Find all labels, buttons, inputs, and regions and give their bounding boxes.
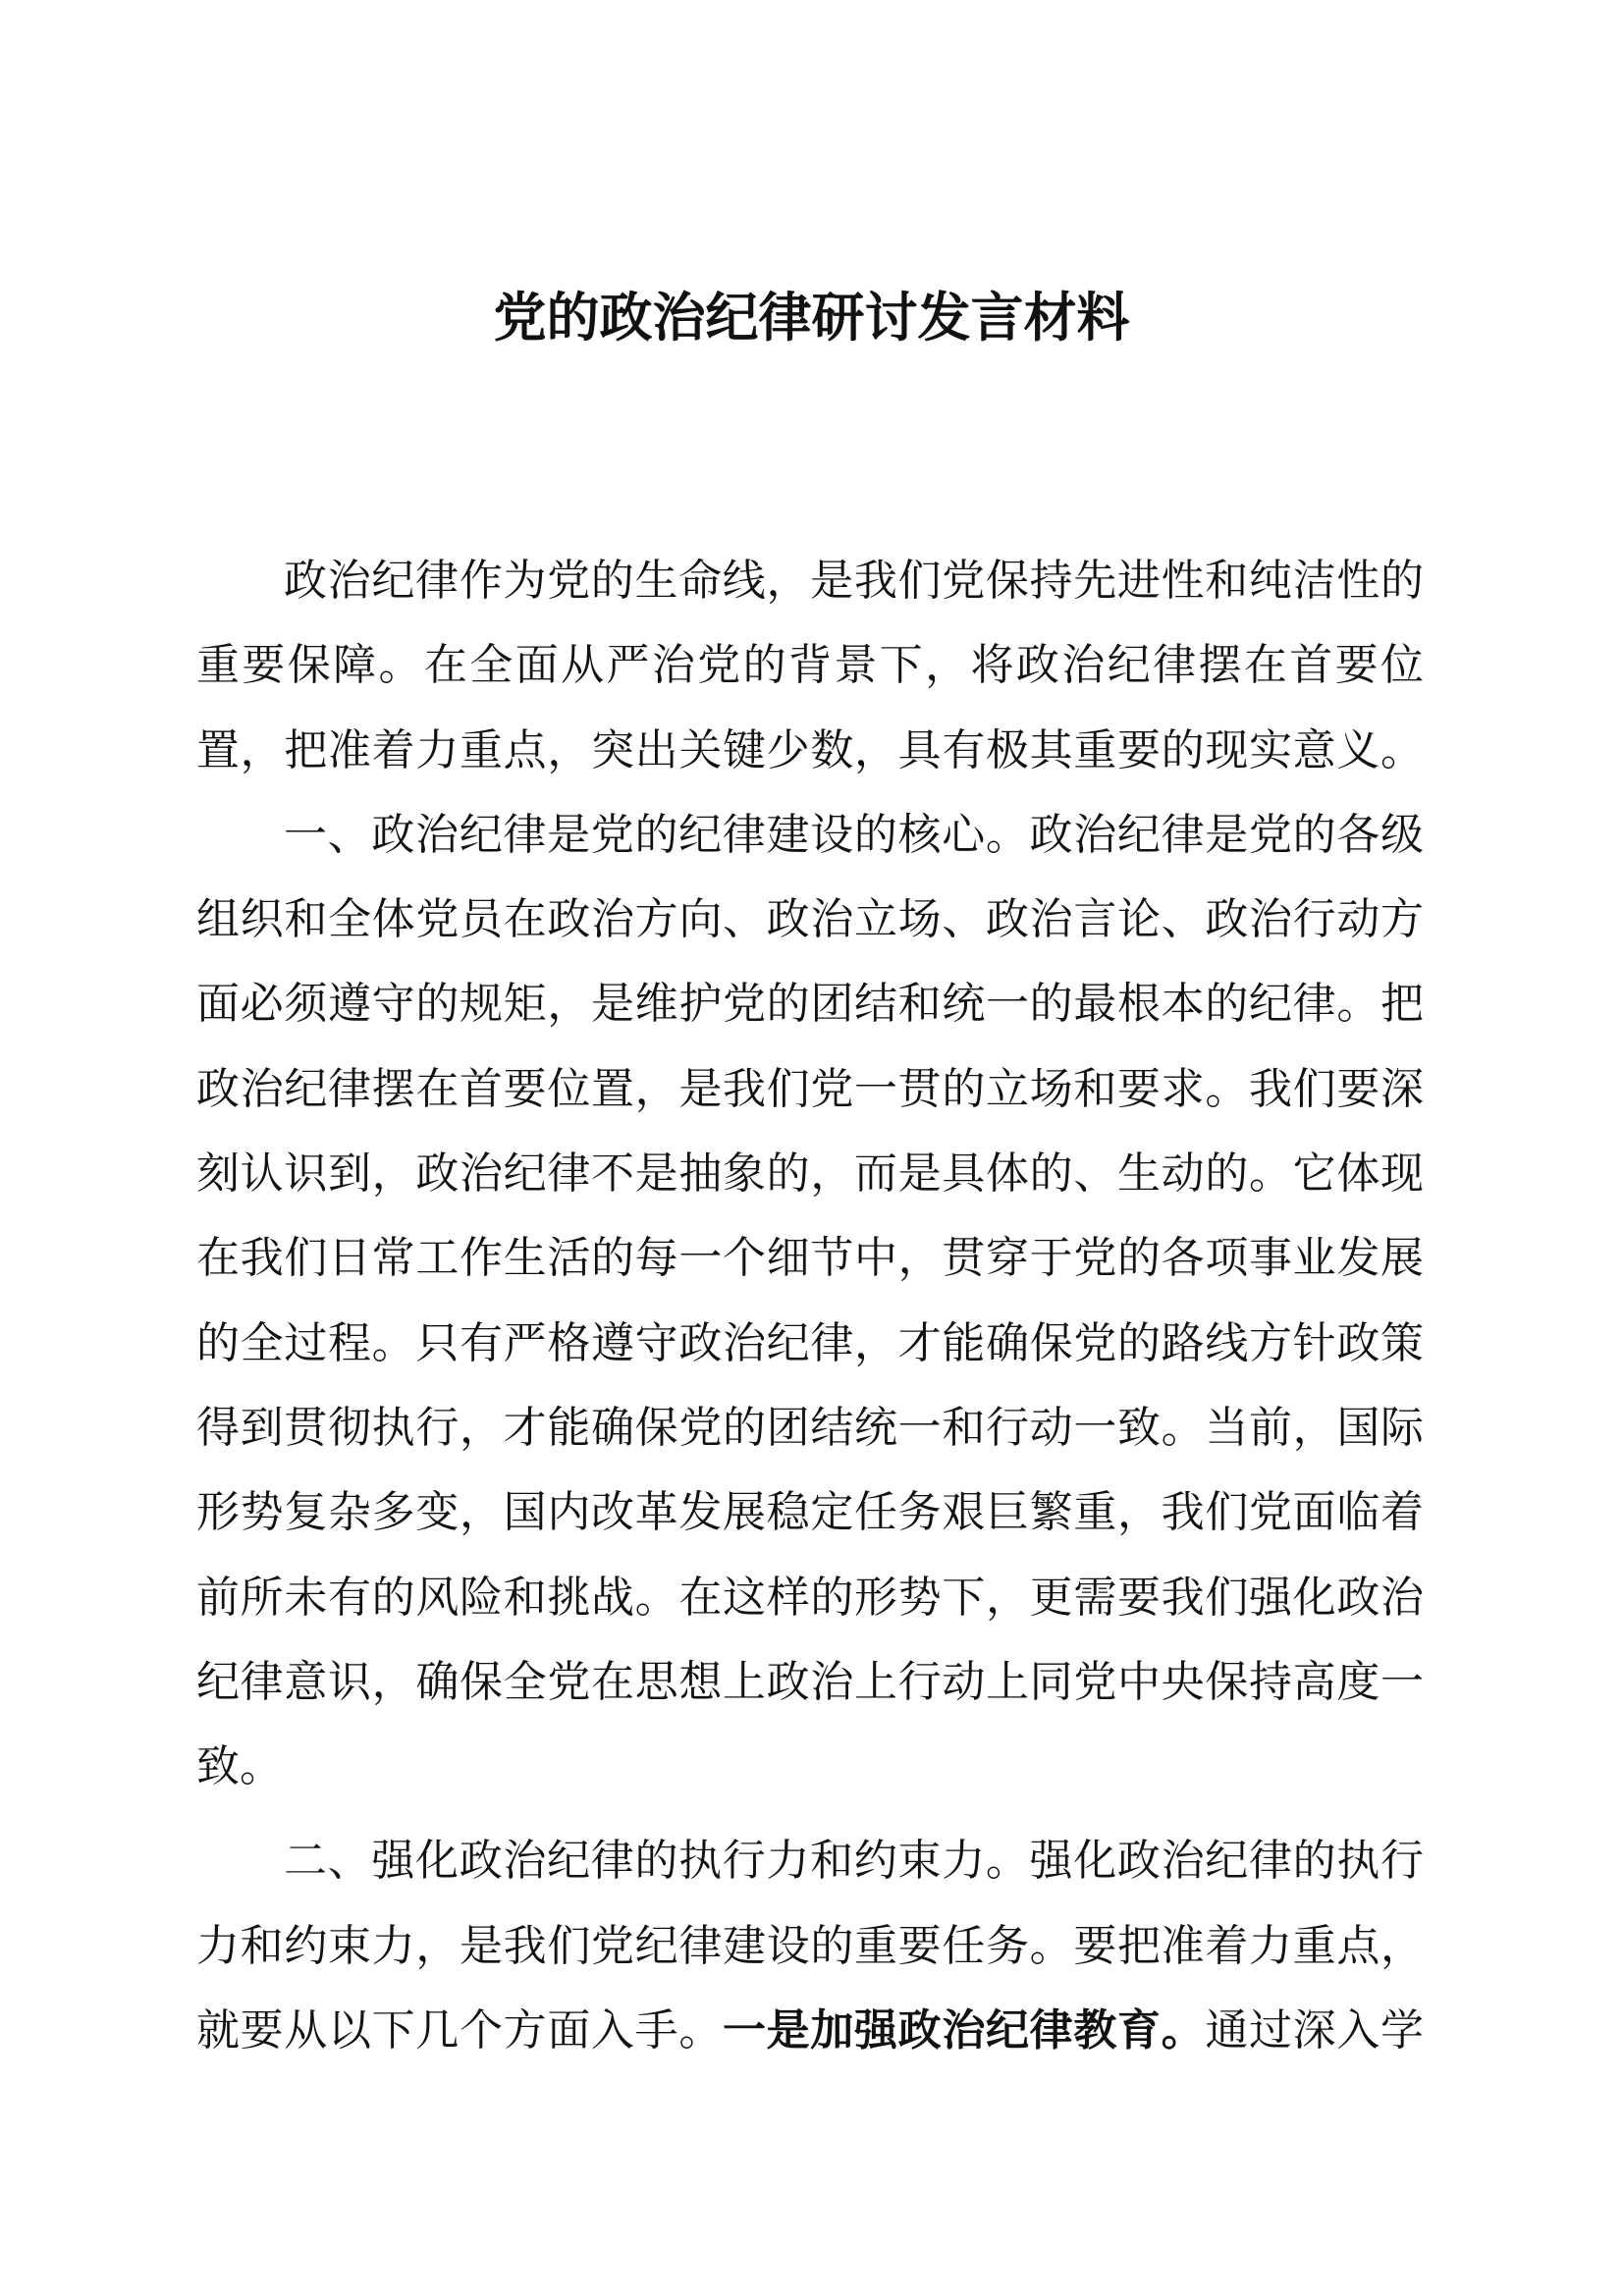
text-run: 通过深入学 [1205, 2005, 1425, 2056]
text-line [196, 1989, 1424, 2073]
text-line: 政治纪律摆在首要位置，是我们党一贯的立场和要求。我们要深 [196, 1063, 1424, 1114]
text-run: 就要从以下几个方面入手。 [196, 2005, 723, 2056]
text-line: 刻认识到，政治纪律不是抽象的，而是具体的、生动的。它体现 [196, 1148, 1424, 1200]
paragraph-section-1 [196, 793, 1424, 1810]
text-line: 的全过程。只有严格遵守政治纪律，才能确保党的路线方针政策 [196, 1317, 1424, 1368]
text-line: 一、政治纪律是党的纪律建设的核心。政治纪律是党的各级 [284, 809, 1424, 860]
paragraph-intro [196, 539, 1424, 793]
text-line: 致。 [196, 1741, 283, 1792]
document-title: 党的政治纪律研讨发言材料 [493, 286, 1130, 348]
text-line: 形势复杂多变，国内改革发展稳定任务艰巨繁重，我们党面临着 [196, 1487, 1424, 1538]
text-line: 力和约束力，是我们党纪律建设的重要任务。要把准着力重点， [196, 1920, 1424, 1971]
text-line: 政治纪律作为党的生命线，是我们党保持先进性和纯洁性的 [284, 556, 1424, 606]
text-line: 在我们日常工作生活的每一个细节中，贯穿于党的各项事业发展 [196, 1233, 1424, 1284]
text-line: 面必须遵守的规矩，是维护党的团结和统一的最根本的纪律。把 [196, 979, 1424, 1030]
text-line: 重要保障。在全面从严治党的背景下，将政治纪律摆在首要位 [196, 640, 1424, 691]
text-line: 纪律意识，确保全党在思想上政治上行动上同党中央保持高度一 [196, 1656, 1424, 1707]
text-line: 组织和全体党员在政治方向、政治立场、政治言论、政治行动方 [196, 894, 1424, 945]
text-line: 得到贯彻执行，才能确保党的团结统一和行动一致。当前，国际 [196, 1402, 1424, 1453]
document-body [196, 539, 1424, 2073]
text-line: 前所未有的风险和挑战。在这样的形势下，更需要我们强化政治 [196, 1572, 1424, 1623]
text-line: 二、强化政治纪律的执行力和约束力。强化政治纪律的执行 [284, 1836, 1424, 1887]
paragraph-section-2 [196, 1819, 1424, 2073]
text-line: 置，把准着力重点，突出关键少数，具有极其重要的现实意义。 [196, 724, 1424, 775]
bold-emphasis: 一是加强政治纪律教育。 [723, 2005, 1206, 2056]
